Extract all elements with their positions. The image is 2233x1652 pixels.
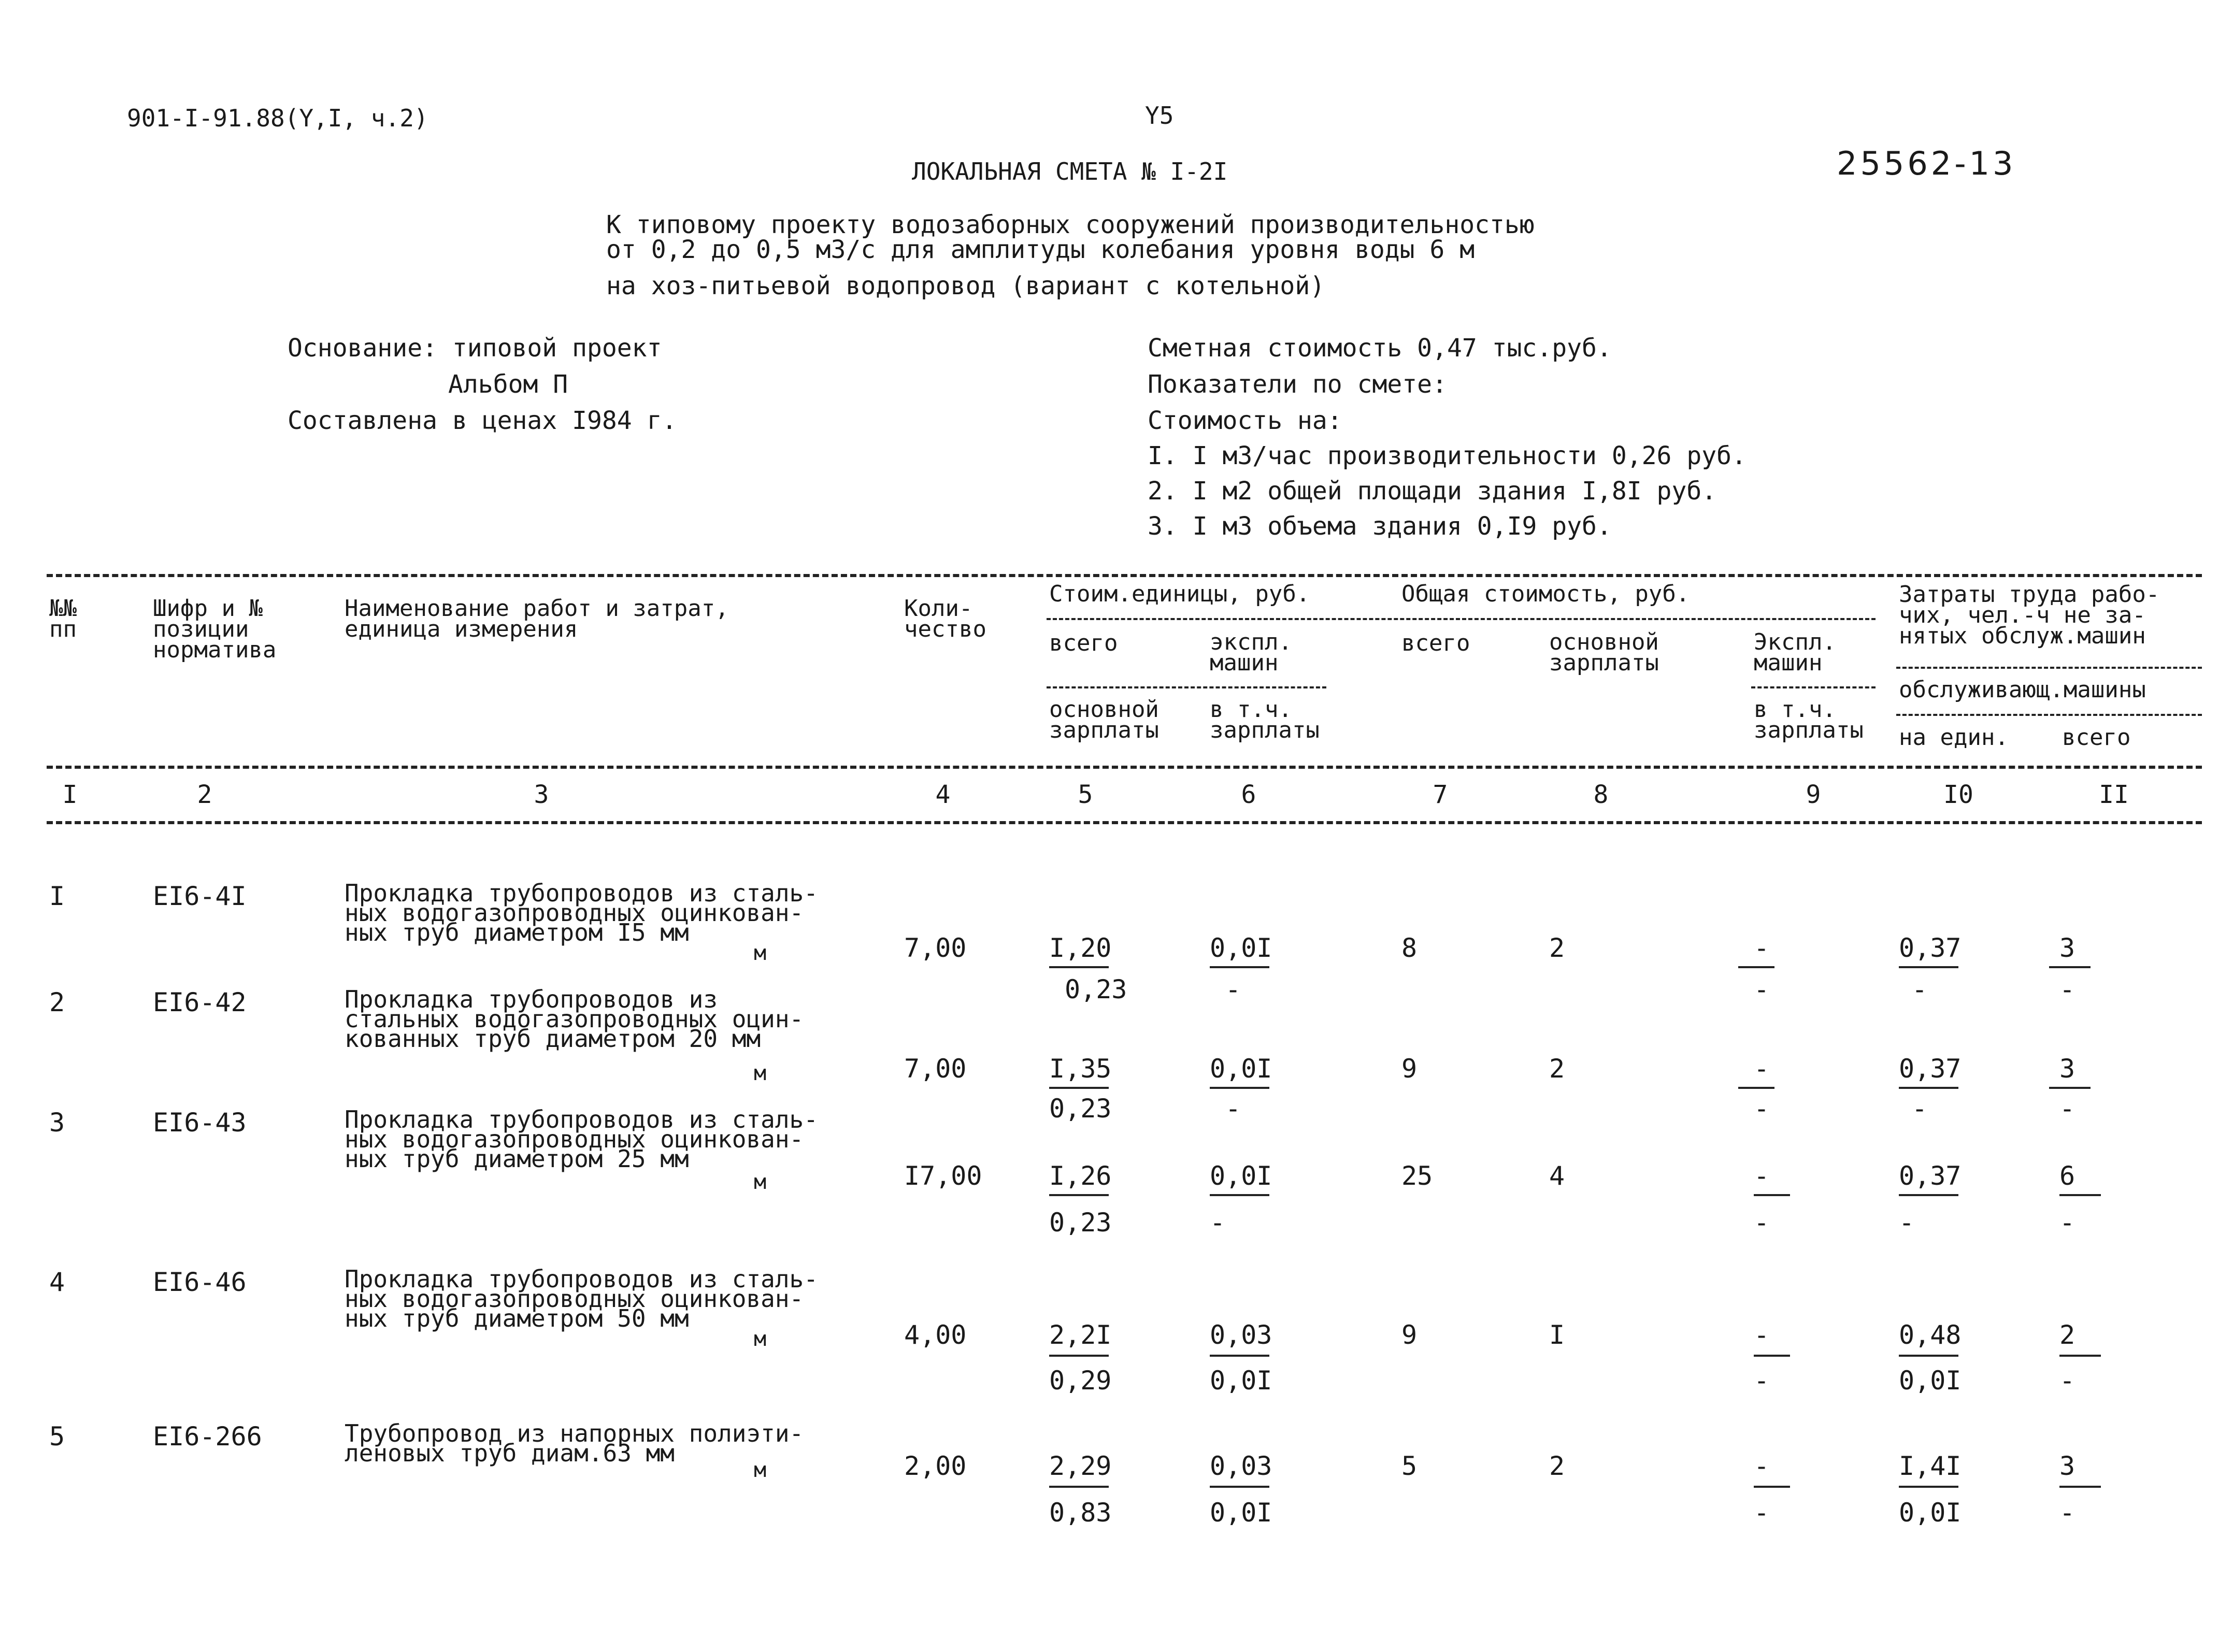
column-number: II [2099,780,2129,809]
col-header-unit-total: всего [1049,630,1118,656]
row-labor-total: 3 [2059,1451,2075,1481]
row-unit-salary: 0,29 [1049,1366,1112,1396]
row-quantity: 7,00 [904,1054,967,1084]
cost-item-3: 3. I м3 объема здания 0,I9 руб. [1148,512,1612,541]
column-number: 8 [1593,780,1609,809]
row-labor-total: 6 [2059,1161,2075,1191]
row-labor-total: 2 [2059,1320,2075,1350]
row-number: I [49,881,65,911]
row-labor-unit-serving: - [1912,1094,1928,1124]
col-header-unit-cost: Стоим.единицы, руб. [1049,581,1310,607]
row-total-salary: 4 [1549,1161,1565,1191]
cost-item-1: I. I м3/час производительности 0,26 руб. [1148,441,1747,470]
col-header-unit-machines-salary: в т.ч. зарплаты [1210,696,1320,743]
row-labor-unit-serving: 0,0I [1899,1366,1962,1396]
row-unit-machines-salary: 0,0I [1210,1498,1272,1528]
row-unit-machines: 0,0I [1210,1161,1272,1191]
row-unit-salary: 0,23 [1049,1094,1112,1124]
row-code: EI6-42 [153,987,247,1017]
col-header-total-cost: Общая стоимость, руб. [1401,581,1690,607]
table-top-rule [47,574,2202,577]
row-labor-total: 3 [2059,1054,2075,1084]
col-header-unit-machines: экспл. машин [1210,629,1292,676]
row-total: 9 [1401,1054,1418,1084]
row-total-salary: I [1549,1320,1565,1350]
row-total-machines-salary: - [1754,1498,1770,1528]
row-unit-total: I,26 [1049,1161,1112,1191]
row-code: EI6-46 [153,1267,247,1297]
row-unit-total: I,35 [1049,1054,1112,1084]
col-header-labor-unit: на един. [1899,724,2009,751]
col-header-total-machines: Экспл. машин [1754,629,1836,676]
basis-line-3: Составлена в ценах I984 г. [288,406,677,435]
row-total-machines: - [1754,1451,1770,1481]
estimated-cost: Сметная стоимость 0,47 тыс.руб. [1148,334,1612,363]
row-name: Прокладка трубопроводов из сталь- ных водогазопроводных оцинкован- ных труб диаметром 25 мм [345,1105,818,1173]
col-header-labor: Затраты труда рабо- чих, чел.-ч не за- нятых обслуж.машин [1899,581,2160,649]
row-unit-machines-salary: - [1225,974,1241,1004]
basis-line-1: Основание: типовой проект [288,334,662,363]
row-unit-total: 2,29 [1049,1451,1112,1481]
row-labor-unit-serving: 0,0I [1899,1498,1962,1528]
row-unit: м [754,941,767,965]
subtitle-line-1: К типовому проекту водозаборных сооружений производительностью [606,210,1535,239]
row-unit-machines: 0,0I [1210,1054,1272,1084]
page-number: Y5 [1145,102,1174,130]
row-unit-salary: 0,23 [1065,974,1127,1004]
row-labor-unit: I,4I [1899,1451,1962,1481]
cost-item-2: 2. I м2 общей площади здания I,8I руб. [1148,477,1717,506]
cost-per-label: Стоимость на: [1148,406,1342,435]
col-header-total-machines-salary: в т.ч. зарплаты [1754,696,1864,743]
row-total-salary: 2 [1549,1054,1565,1084]
row-unit-salary: 0,83 [1049,1498,1112,1528]
basis-line-2: Альбом П [448,370,568,399]
row-unit: м [754,1170,767,1194]
row-total-machines-salary: - [1754,1094,1770,1124]
row-name: Прокладка трубопроводов из стальных водогазопроводных оцин- кованных труб диаметром 20 мм [345,985,804,1053]
row-labor-total-serving: - [2059,1208,2075,1238]
row-name: Трубопровод из напорных полиэти- леновых труб диам.63 мм [345,1419,804,1467]
row-quantity: 7,00 [904,933,967,963]
row-total-salary: 2 [1549,933,1565,963]
row-quantity: 4,00 [904,1320,967,1350]
column-number: 2 [197,780,212,809]
row-name: Прокладка трубопроводов из сталь- ных водогазопроводных оцинкован- ных труб диаметром I5 мм [345,879,818,946]
row-total-machines-salary: - [1754,1208,1770,1238]
table-column-numbers-rule [47,821,2202,824]
col-header-total-all: всего [1401,630,1470,656]
row-unit-total: I,20 [1049,933,1112,963]
row-labor-unit: 0,37 [1899,933,1962,963]
col-header-labor-serving: обслуживающ.машины [1899,677,2146,703]
col-header-name: Наименование работ и затрат, единица измерения [345,595,729,642]
column-number: 5 [1078,780,1093,809]
table-header-rule [47,766,2202,769]
row-total-salary: 2 [1549,1451,1565,1481]
document-title: ЛОКАЛЬНАЯ СМЕТА № I-2I [912,157,1228,185]
row-total: 9 [1401,1320,1418,1350]
row-number: 2 [49,987,65,1017]
row-labor-unit: 0,37 [1899,1161,1962,1191]
col-header-number: №№ пп [49,595,77,642]
row-labor-total-serving: - [2059,1366,2075,1396]
subtitle-line-3: на хоз-питьевой водопровод (вариант с котельной) [606,271,1325,300]
row-total-machines-salary: - [1754,1366,1770,1396]
row-total: 8 [1401,933,1418,963]
row-unit-machines-salary: 0,0I [1210,1366,1272,1396]
row-labor-unit: 0,37 [1899,1054,1962,1084]
column-number: 3 [534,780,549,809]
row-unit: м [754,1061,767,1085]
row-labor-unit-serving: - [1899,1208,1915,1238]
row-quantity: I7,00 [904,1161,982,1191]
row-unit-machines-salary: - [1210,1208,1226,1238]
column-number: I0 [1943,780,1973,809]
col-header-quantity: Коли- чество [904,595,986,642]
col-header-total-salary: основной зарплаты [1549,629,1659,676]
row-unit: м [754,1458,767,1482]
row-labor-unit: 0,48 [1899,1320,1962,1350]
row-labor-total-serving: - [2059,974,2075,1004]
indicators-label: Показатели по смете: [1148,370,1447,399]
row-unit: м [754,1327,767,1351]
row-code: EI6-266 [153,1421,262,1452]
row-total-machines: - [1754,1161,1770,1191]
row-unit-machines: 0,0I [1210,933,1272,963]
column-number: 9 [1806,780,1821,809]
row-labor-unit-serving: - [1912,974,1928,1004]
column-number: I [62,780,78,809]
row-code: EI6-4I [153,881,247,911]
column-number: 6 [1241,780,1256,809]
row-total-machines: - [1754,1054,1770,1084]
row-number: 5 [49,1421,65,1452]
row-number: 3 [49,1108,65,1138]
row-unit-machines-salary: - [1225,1094,1241,1124]
row-number: 4 [49,1267,65,1297]
col-header-code: Шифр и № позиции норматива [153,595,277,663]
row-labor-total: 3 [2059,933,2075,963]
row-total: 5 [1401,1451,1418,1481]
col-header-labor-total: всего [2062,724,2131,751]
row-name: Прокладка трубопроводов из сталь- ных водогазопроводных оцинкован- ных труб диаметром 50 мм [345,1265,818,1332]
row-unit-machines: 0,03 [1210,1320,1272,1350]
handwritten-number: 25562-13 [1837,145,2016,182]
row-labor-total-serving: - [2059,1498,2075,1528]
row-unit-total: 2,2I [1049,1320,1112,1350]
row-quantity: 2,00 [904,1451,967,1481]
column-number: 7 [1433,780,1448,809]
document-code: 901-I-91.88(Y,I, ч.2) [127,104,428,132]
row-labor-total-serving: - [2059,1094,2075,1124]
row-code: EI6-43 [153,1108,247,1138]
row-total: 25 [1401,1161,1433,1191]
row-unit-machines: 0,03 [1210,1451,1272,1481]
column-number: 4 [935,780,951,809]
row-total-machines: - [1754,933,1770,963]
row-unit-salary: 0,23 [1049,1208,1112,1238]
col-header-unit-salary: основной зарплаты [1049,696,1159,743]
row-total-machines-salary: - [1754,974,1770,1004]
row-total-machines: - [1754,1320,1770,1350]
subtitle-line-2: от 0,2 до 0,5 м3/с для амплитуды колебания уровня воды 6 м [606,235,1475,264]
